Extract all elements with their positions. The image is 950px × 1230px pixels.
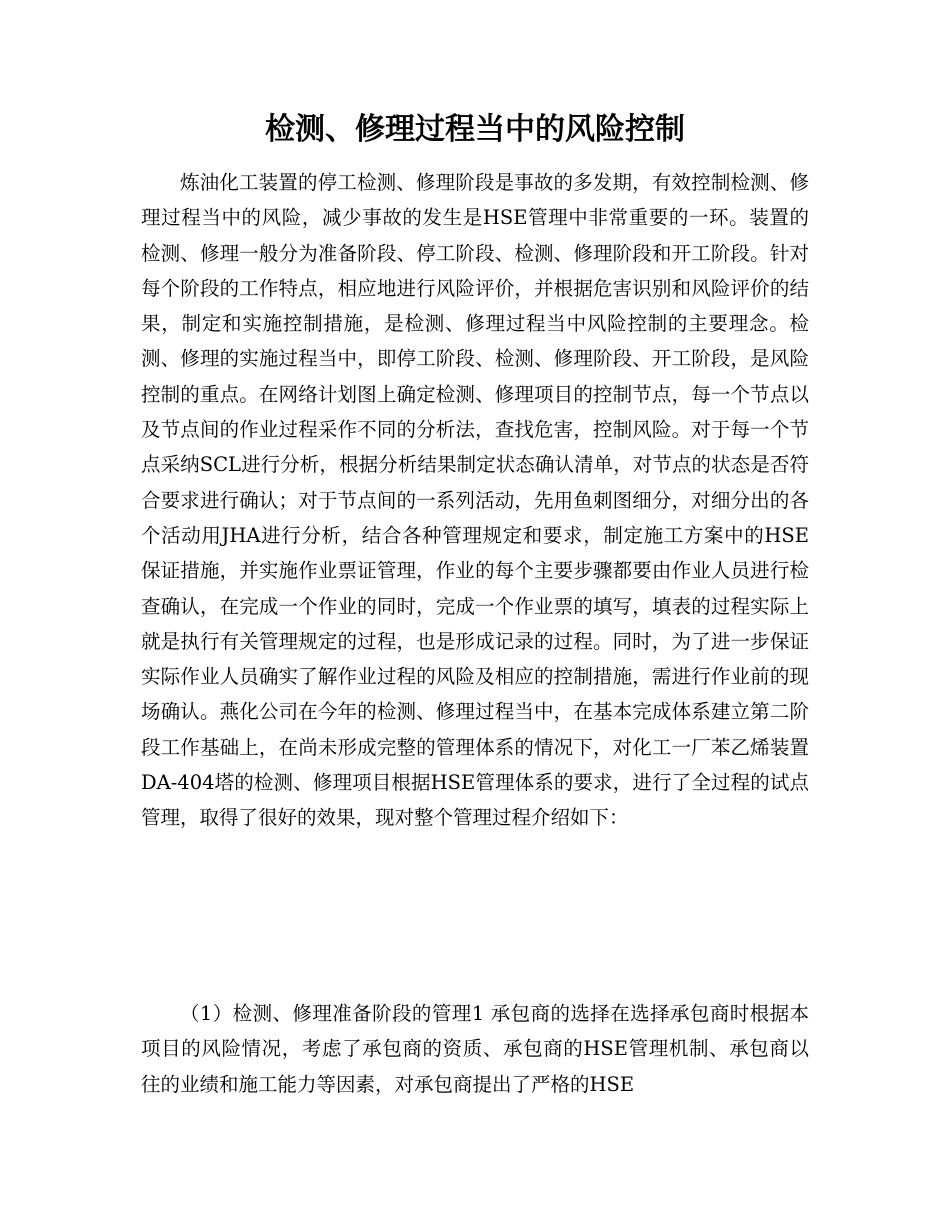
- body-paragraph-2: （1）检测、修理准备阶段的管理1 承包商的选择在选择承包商时根据本项目的风险情况，考虑了承包商的资质、承包商的HSE管理机制、承包商以往的业绩和施工能力等因素，对承包商提出了严格的HSE: [141, 1002, 809, 1096]
- body-paragraph-1: 炼油化工装置的停工检测、修理阶段是事故的多发期，有效控制检测、修理过程当中的风险，减少事故的发生是HSE管理中非常重要的一环。装置的检测、修理一般分为准备阶段、停工阶段、检测、修理阶段和开工阶段。针对每个阶段的工作特点，相应地进行风险评价，并根据危害识别和风险评价的结果，制定和实施控制措施，是检测、修理过程当中风险控制的主要理念。检测、修理的实施过程当中，即停工阶段、检测、修理阶段、开工阶段，是风险控制的重点。在网络计划图上确定检测、修理项目的控制节点，每一个节点以及节点间的作业过程采作不同的分析法，查找危害，控制风险。对于每一个节点采纳SCL进行分析，根据分析结果制定状态确认清单，对节点的状态是否符合要求进行确认；对于节点间的一系列活动，先用鱼刺图细分，对细分出的各个活动用JHA进行分析，结合各种管理规定和要求，制定施工方案中的HSE保证措施，并实施作业票证管理，作业的每个主要步骤都要由作业人员进行检查确认，在完成一个作业的同时，完成一个作业票的填写，填表的过程实际上就是执行有关管理规定的过程，也是形成记录的过程。同时，为了进一步保证实际作业人员确实了解作业过程的风险及相应的控制措施，需进行作业前的现场确认。燕化公司在今年的检测、修理过程当中，在基本完成体系建立第二阶段工作基础上，在尚未形成完整的管理体系的情况下，对化工一厂苯乙烯装置DA-404塔的检测、修理项目根据HSE管理体系的要求，进行了全过程的试点管理，取得了很好的效果，现对整个管理过程介绍如下：: [141, 171, 809, 830]
- document-title: 检测、修理过程当中的风险控制: [265, 112, 685, 147]
